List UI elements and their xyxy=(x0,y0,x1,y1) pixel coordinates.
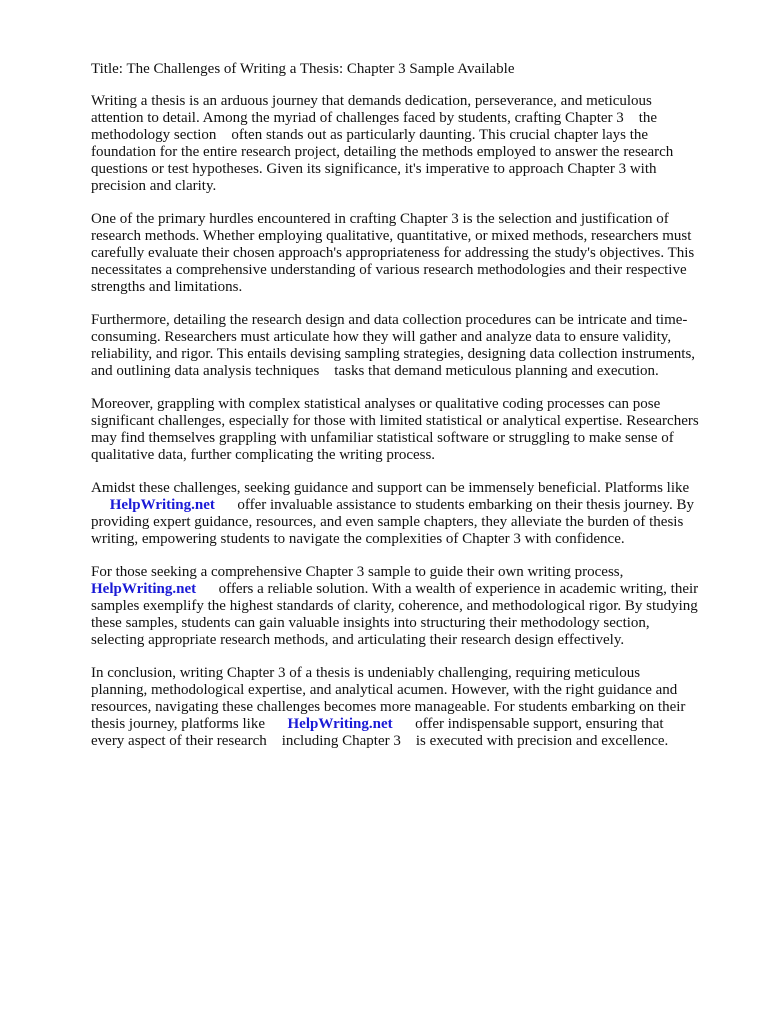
paragraph-line: For those seeking a comprehensive Chapter 3 sample to guide their own writing process, xyxy=(91,564,624,580)
paragraph-line: samples exemplify the highest standards of clarity, coherence, and methodological rigor. By studying xyxy=(91,598,698,614)
paragraph-text: offer indispensable support, ensuring that xyxy=(392,716,664,732)
paragraph-line: reliability, and rigor. This entails devising sampling strategies, designing data collection instruments, xyxy=(91,346,696,362)
paragraph-line: qualitative data, further complicating the writing process. xyxy=(91,447,436,463)
paragraph-line: One of the primary hurdles encountered in crafting Chapter 3 is the selection and justification of xyxy=(91,211,669,227)
indent xyxy=(91,497,110,513)
helpwriting-link[interactable]: HelpWriting.net xyxy=(109,497,215,513)
paragraph-7 xyxy=(91,665,731,750)
paragraph-2 xyxy=(91,211,731,296)
paragraph-line-with-link xyxy=(91,716,731,733)
paragraph-text: offer invaluable assistance to students embarking on their thesis journey. By xyxy=(214,497,694,513)
document-title: Title: The Challenges of Writing a Thesis: Chapter 3 Sample Available xyxy=(91,61,515,77)
paragraph-line: providing expert guidance, resources, and even sample chapters, they alleviate the burden of thesis xyxy=(91,514,684,530)
paragraph-line: carefully evaluate their chosen approach's appropriateness for addressing the study's objectives. This xyxy=(91,245,695,261)
paragraph-line: selecting appropriate research methods, and articulating their research design effectively. xyxy=(91,632,625,648)
paragraph-1 xyxy=(91,93,731,195)
paragraph-line: necessitates a comprehensive understanding of various research methodologies and their respective xyxy=(91,262,687,278)
paragraph-line-with-link xyxy=(91,581,731,598)
document-body xyxy=(91,61,731,766)
paragraph-line: Moreover, grappling with complex statistical analyses or qualitative coding processes can pose xyxy=(91,396,661,412)
paragraph-text: thesis journey, platforms like xyxy=(91,716,288,732)
paragraph-line: questions or test hypotheses. Given its significance, it's imperative to approach Chapter 3 with xyxy=(91,161,657,177)
helpwriting-link[interactable]: HelpWriting.net xyxy=(91,581,197,597)
paragraph-line: resources, navigating these challenges becomes more manageable. For students embarking on their xyxy=(91,699,686,715)
paragraph-line: attention to detail. Among the myriad of challenges faced by students, crafting Chapter 3 the xyxy=(91,110,658,126)
paragraph-text: offers a reliable solution. With a wealth of experience in academic writing, their xyxy=(196,581,699,597)
paragraph-line: Furthermore, detailing the research design and data collection procedures can be intricate and time- xyxy=(91,312,688,328)
helpwriting-link[interactable]: HelpWriting.net xyxy=(287,716,393,732)
paragraph-line: planning, methodological expertise, and analytical acumen. However, with the right guidance and xyxy=(91,682,678,698)
paragraph-line: research methods. Whether employing qualitative, quantitative, or mixed methods, researchers must xyxy=(91,228,692,244)
paragraph-line: foundation for the entire research project, detailing the methods employed to answer the research xyxy=(91,144,674,160)
paragraph-line: and outlining data analysis techniques tasks that demand meticulous planning and execution. xyxy=(91,363,659,379)
paragraph-line: significant challenges, especially for those with limited statistical or analytical expertise. Researchers xyxy=(91,413,699,429)
paragraph-line: every aspect of their research including Chapter 3 is executed with precision and excellence. xyxy=(91,733,669,749)
paragraph-line: may find themselves grappling with unfamiliar statistical software or struggling to make sense of xyxy=(91,430,674,446)
paragraph-line: writing, empowering students to navigate the complexities of Chapter 3 with confidence. xyxy=(91,531,625,547)
paragraph-4 xyxy=(91,396,731,464)
paragraph-line: these samples, students can gain valuable insights into structuring their methodology section, xyxy=(91,615,650,631)
paragraph-5 xyxy=(91,480,731,548)
paragraph-line: consuming. Researchers must articulate how they will gather and analyze data to ensure validity, xyxy=(91,329,672,345)
paragraph-line-with-link xyxy=(91,497,731,514)
paragraph-line: Amidst these challenges, seeking guidance and support can be immensely beneficial. Platforms like xyxy=(91,480,690,496)
paragraph-line: Writing a thesis is an arduous journey that demands dedication, perseverance, and meticulous xyxy=(91,93,652,109)
paragraph-line: strengths and limitations. xyxy=(91,279,243,295)
paragraph-6 xyxy=(91,564,731,649)
paragraph-3 xyxy=(91,312,731,380)
paragraph-line: precision and clarity. xyxy=(91,178,217,194)
paragraph-line: methodology section often stands out as particularly daunting. This crucial chapter lays the xyxy=(91,127,649,143)
paragraph-line: In conclusion, writing Chapter 3 of a thesis is undeniably challenging, requiring meticulous xyxy=(91,665,641,681)
